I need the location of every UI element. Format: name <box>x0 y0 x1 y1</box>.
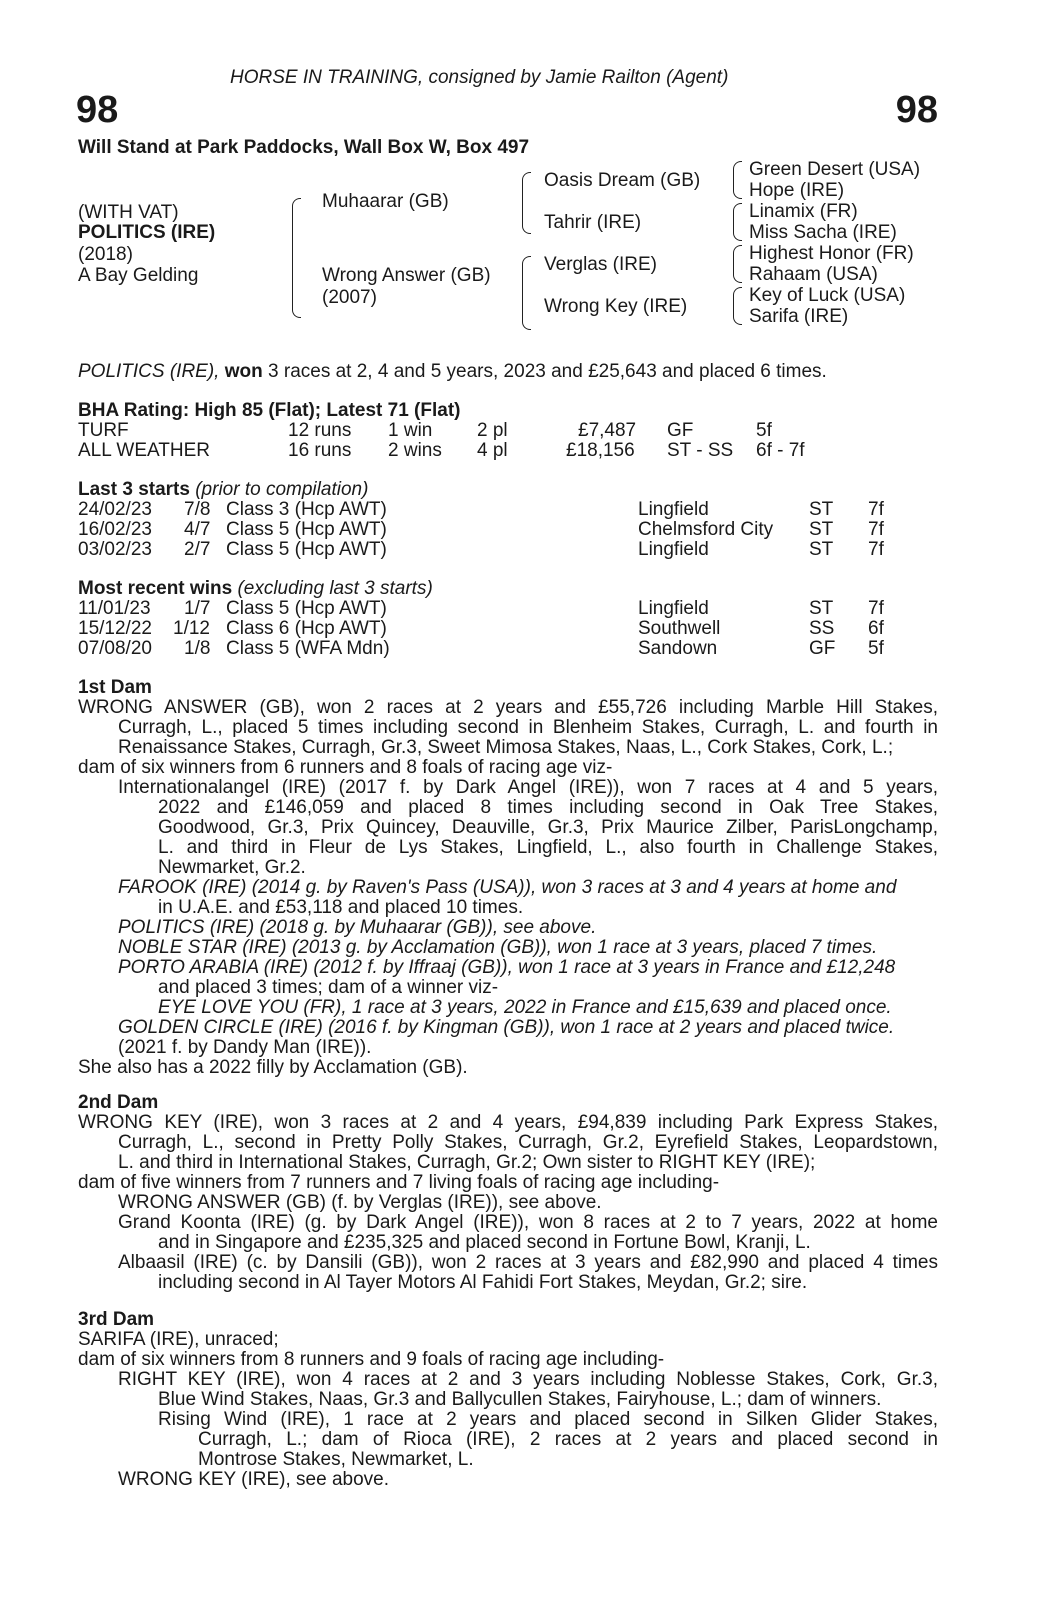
dam3-line: Curragh, L.; dam of Rioca (IRE), 2 races at 2 years and placed second in <box>198 1429 938 1450</box>
ancestor: Rahaam (USA) <box>749 264 878 285</box>
recent-wins-heading <box>78 579 433 599</box>
dam2-line: Grand Koonta (IRE) (g. by Dark Angel (IRE)), won 8 races at 2 to 7 years, 2022 at home <box>118 1212 938 1233</box>
horse-name: POLITICS (IRE) <box>78 222 216 243</box>
pedigree-brace <box>522 256 531 330</box>
last3-heading <box>78 480 368 500</box>
grandsire-1: Oasis Dream (GB) <box>544 170 701 191</box>
ancestor: Linamix (FR) <box>749 201 858 222</box>
rating-placed: 2 pl <box>477 420 508 441</box>
start-class: Class 5 (Hcp AWT) <box>226 539 387 560</box>
ancestor: Highest Honor (FR) <box>749 243 914 264</box>
win-distance: 6f <box>868 618 884 639</box>
grandsire-2: Verglas (IRE) <box>544 254 657 275</box>
dam3-text <box>78 1330 938 1490</box>
ancestor: Miss Sacha (IRE) <box>749 222 897 243</box>
ancestor: Hope (IRE) <box>749 180 845 201</box>
pedigree-brace <box>522 172 531 234</box>
start-class: Class 3 (Hcp AWT) <box>226 499 387 520</box>
start-class: Class 5 (Hcp AWT) <box>226 519 387 540</box>
rating-wins: 1 win <box>388 420 433 441</box>
win-date: 11/01/23 <box>78 598 151 619</box>
start-distance: 7f <box>868 539 884 560</box>
dam1-line: Curragh, L., placed 5 times including second in Blenheim Stakes, Curragh, L. and fourth in <box>118 717 938 738</box>
dam2-line: Curragh, L., second in Pretty Polly Stakes, Curragh, Gr.2, Eyrefield Stakes, Leopardstown, <box>118 1132 938 1153</box>
dam3-line: RIGHT KEY (IRE), won 4 races at 2 and 3 years including Noblesse Stakes, Cork, Gr.3, <box>118 1369 938 1390</box>
sire-name: Muhaarar (GB) <box>322 191 449 212</box>
win-course: Lingfield <box>638 598 709 619</box>
rating-runs: 16 runs <box>288 440 352 461</box>
pedigree-brace <box>733 203 742 241</box>
dam1-title: 1st Dam <box>78 677 152 698</box>
win-class: Class 5 (WFA Mdn) <box>226 638 390 659</box>
race-summary <box>78 362 827 382</box>
win-class: Class 6 (Hcp AWT) <box>226 618 387 639</box>
dam1-text <box>78 698 938 1078</box>
start-course: Chelmsford City <box>638 519 774 540</box>
win-course: Southwell <box>638 618 721 639</box>
dam-year: (2007) <box>322 287 377 308</box>
rating-surface: TURF <box>78 420 129 441</box>
rating-going: ST - SS <box>667 440 734 461</box>
win-position: 1/8 <box>184 638 211 659</box>
granddam-1: Tahrir (IRE) <box>544 212 642 233</box>
recent-wins-note: (excluding last 3 starts) <box>237 578 433 599</box>
start-course: Lingfield <box>638 499 709 520</box>
last3-note: (prior to compilation) <box>195 479 369 500</box>
start-date: 03/02/23 <box>78 539 152 560</box>
dam1-line: She also has a 2022 filly by Acclamation (GB). <box>78 1057 468 1078</box>
lot-number-right: 98 <box>895 89 938 131</box>
dam1-line: Internationalangel (IRE) (2017 f. by Dark Angel (IRE)), won 7 races at 4 and 5 years, <box>118 777 938 798</box>
dam2-text <box>78 1113 938 1293</box>
pedigree-brace <box>733 161 742 199</box>
pedigree-brace <box>292 198 301 318</box>
dam3-line: Blue Wind Stakes, Naas, Gr.3 and Ballycullen Stakes, Fairyhouse, L.; dam of winners. <box>158 1389 882 1410</box>
start-distance: 7f <box>868 519 884 540</box>
win-going: GF <box>809 638 836 659</box>
start-position: 2/7 <box>184 539 211 560</box>
pedigree-brace <box>733 287 742 325</box>
granddam-2: Wrong Key (IRE) <box>544 296 688 317</box>
start-position: 7/8 <box>184 499 211 520</box>
dam1-line: 2022 and £146,059 and placed 8 times including second in Oak Tree Stakes, <box>158 797 938 818</box>
summary-horse-name: POLITICS (IRE), <box>78 361 220 382</box>
vat-status: (WITH VAT) <box>78 202 179 223</box>
dam1-line: Renaissance Stakes, Curragh, Gr.3, Sweet Mimosa Stakes, Naas, L., Cork Stakes, Cork, L.; <box>118 737 894 758</box>
start-going: ST <box>809 519 834 540</box>
dam1-line: (2021 f. by Dandy Man (IRE)). <box>118 1037 372 1058</box>
dam1-line: NOBLE STAR (IRE) (2013 g. by Acclamation (GB)), won 1 race at 3 years, placed 7 times. <box>118 937 878 958</box>
win-position: 1/12 <box>173 618 210 639</box>
dam1-line: FAROOK (IRE) (2014 g. by Raven's Pass (USA)), won 3 races at 3 and 4 years at home and <box>118 877 897 898</box>
rating-prize: £7,487 <box>578 420 637 441</box>
start-going: ST <box>809 499 834 520</box>
summary-won: won <box>224 361 263 382</box>
ancestor: Sarifa (IRE) <box>749 306 849 327</box>
catalogue-subtitle: HORSE IN TRAINING, consigned by Jamie Railton (Agent) <box>230 67 729 88</box>
dam1-line: in U.A.E. and £53,118 and placed 10 times. <box>158 897 524 918</box>
ancestor: Key of Luck (USA) <box>749 285 906 306</box>
rating-title: BHA Rating: High 85 (Flat); Latest 71 (Flat) <box>78 400 461 421</box>
win-going: ST <box>809 598 834 619</box>
ancestor: Green Desert (USA) <box>749 159 921 180</box>
summary-text: 3 races at 2, 4 and 5 years, 2023 and £25,643 and placed 6 times. <box>268 361 827 382</box>
dam3-line: SARIFA (IRE), unraced; <box>78 1329 279 1350</box>
horse-description: A Bay Gelding <box>78 265 199 286</box>
dam2-line: dam of five winners from 7 runners and 7 living foals of racing age including- <box>78 1172 720 1193</box>
dam2-title: 2nd Dam <box>78 1092 159 1113</box>
pedigree-brace <box>733 245 742 283</box>
rating-going: GF <box>667 420 694 441</box>
dam2-line: L. and third in International Stakes, Curragh, Gr.2; Own sister to RIGHT KEY (IRE); <box>118 1152 816 1173</box>
dam2-line: including second in Al Tayer Motors Al Fahidi Fort Stakes, Meydan, Gr.2; sire. <box>158 1272 808 1293</box>
rating-surface: ALL WEATHER <box>78 440 210 461</box>
dam1-line: PORTO ARABIA (IRE) (2012 f. by Iffraaj (GB)), won 1 race at 3 years in France and £12,248 <box>118 957 896 978</box>
start-position: 4/7 <box>184 519 211 540</box>
rating-distance: 5f <box>756 420 772 441</box>
dam3-line: WRONG KEY (IRE), see above. <box>118 1469 390 1490</box>
dam2-line: Albaasil (IRE) (c. by Dansili (GB)), won 2 races at 3 years and £82,990 and placed 4 times <box>118 1252 938 1273</box>
start-course: Lingfield <box>638 539 709 560</box>
win-distance: 7f <box>868 598 884 619</box>
start-date: 16/02/23 <box>78 519 152 540</box>
dam3-line: dam of six winners from 8 runners and 9 foals of racing age including- <box>78 1349 665 1370</box>
dam1-line: GOLDEN CIRCLE (IRE) (2016 f. by Kingman (GB)), won 1 race at 2 years and placed twice. <box>118 1017 895 1038</box>
stand-location: Will Stand at Park Paddocks, Wall Box W, Box 497 <box>78 137 530 158</box>
win-class: Class 5 (Hcp AWT) <box>226 598 387 619</box>
dam1-line: dam of six winners from 6 runners and 8 foals of racing age viz- <box>78 757 613 778</box>
dam1-line: WRONG ANSWER (GB), won 2 races at 2 years and £55,726 including Marble Hill Stakes, <box>78 697 938 718</box>
rating-wins: 2 wins <box>388 440 442 461</box>
recent-wins-title: Most recent wins <box>78 578 233 599</box>
start-going: ST <box>809 539 834 560</box>
dam2-line: WRONG ANSWER (GB) (f. by Verglas (IRE)), see above. <box>118 1192 602 1213</box>
win-going: SS <box>809 618 835 639</box>
win-course: Sandown <box>638 638 718 659</box>
dam2-line: WRONG KEY (IRE), won 3 races at 2 and 4 years, £94,839 including Park Express Stakes, <box>78 1112 938 1133</box>
start-distance: 7f <box>868 499 884 520</box>
rating-placed: 4 pl <box>477 440 508 461</box>
start-date: 24/02/23 <box>78 499 152 520</box>
win-date: 15/12/22 <box>78 618 152 639</box>
dam3-title: 3rd Dam <box>78 1309 155 1330</box>
horse-year: (2018) <box>78 244 133 265</box>
win-position: 1/7 <box>184 598 211 619</box>
dam3-line: Montrose Stakes, Newmarket, L. <box>198 1449 474 1470</box>
lot-number-left: 98 <box>76 89 119 131</box>
dam1-line: POLITICS (IRE) (2018 g. by Muhaarar (GB)), see above. <box>118 917 597 938</box>
win-distance: 5f <box>868 638 884 659</box>
dam1-line: L. and third in Fleur de Lys Stakes, Lingfield, L., also fourth in Challenge Stakes, <box>158 837 938 858</box>
rating-distance: 6f - 7f <box>756 440 805 461</box>
dam2-line: and in Singapore and £235,325 and placed second in Fortune Bowl, Kranji, L. <box>158 1232 811 1253</box>
win-date: 07/08/20 <box>78 638 152 659</box>
dam1-line: and placed 3 times; dam of a winner viz- <box>158 977 499 998</box>
rating-runs: 12 runs <box>288 420 352 441</box>
last3-title: Last 3 starts <box>78 479 190 500</box>
dam3-line: Rising Wind (IRE), 1 race at 2 years and placed second in Silken Glider Stakes, <box>158 1409 938 1430</box>
dam1-line: Newmarket, Gr.2. <box>158 857 306 878</box>
dam1-line: EYE LOVE YOU (FR), 1 race at 3 years, 2022 in France and £15,639 and placed once. <box>158 997 892 1018</box>
dam-name: Wrong Answer (GB) <box>322 265 491 286</box>
dam1-line: Goodwood, Gr.3, Prix Quincey, Deauville, Gr.3, Prix Maurice Zilber, ParisLongchamp, <box>158 817 938 838</box>
rating-prize: £18,156 <box>566 440 635 461</box>
